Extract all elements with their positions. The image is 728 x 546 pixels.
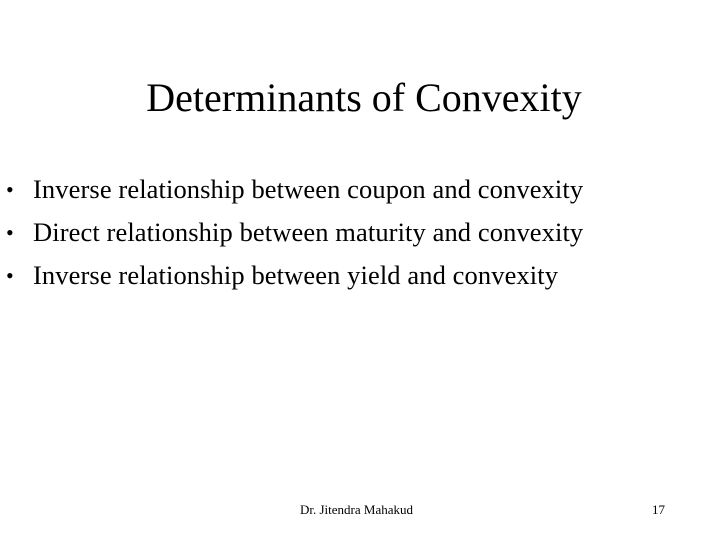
bullet-icon: • bbox=[6, 263, 14, 288]
bullet-icon: • bbox=[6, 177, 14, 202]
bullet-icon: • bbox=[6, 220, 14, 245]
bullet-text: Inverse relationship between coupon and convexity bbox=[33, 174, 584, 204]
bullet-text: Direct relationship between maturity and convexity bbox=[33, 217, 584, 247]
slide-title: Determinants of Convexity bbox=[146, 75, 582, 120]
bullet-text: Inverse relationship between yield and convexity bbox=[33, 260, 559, 290]
footer-author: Dr. Jitendra Mahakud bbox=[300, 502, 414, 517]
page-number: 17 bbox=[652, 502, 665, 517]
